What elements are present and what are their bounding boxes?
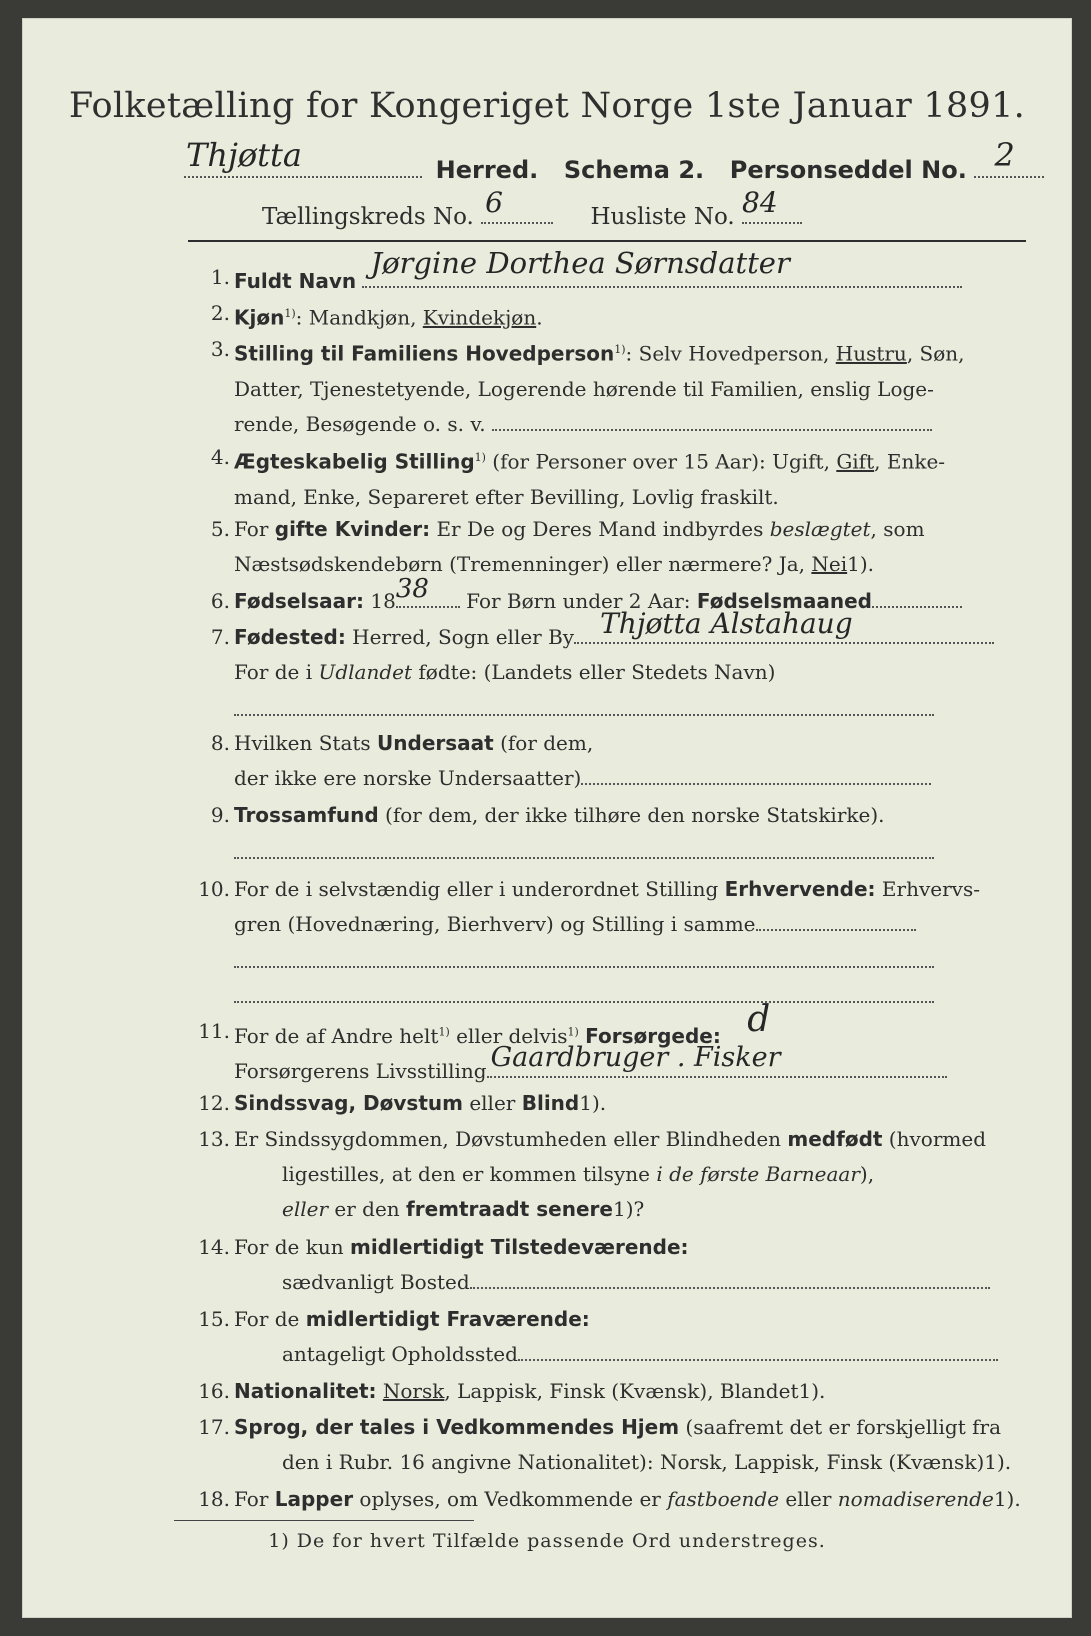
item-text: 1). <box>847 552 875 576</box>
item-number: 17. <box>198 1415 230 1439</box>
item-label: midlertidigt Tilstedeværende: <box>349 1235 689 1259</box>
item-number: 15. <box>198 1307 230 1331</box>
schema-label: Schema 2. <box>563 156 705 184</box>
item-label: Ægteskabelig Stilling <box>234 449 475 474</box>
item-number: 5. <box>210 517 230 541</box>
item-text: oplyses, om Vedkommende er <box>353 1487 668 1511</box>
item-text: 18 <box>364 589 396 613</box>
item-text: 1). <box>579 1091 607 1115</box>
item-number: 18. <box>198 1487 230 1511</box>
birth-year-field[interactable] <box>395 574 460 608</box>
item-text: Erhvervs- <box>875 877 980 901</box>
kreds-field[interactable] <box>481 186 553 224</box>
item-text: eller <box>462 1091 522 1115</box>
item-text: For de i selvstændig eller i underordnet Stilling <box>234 877 725 901</box>
citizenship-field[interactable] <box>581 763 931 785</box>
header-herred-row <box>184 136 1044 184</box>
item-text: For de af Andre helt <box>234 1024 439 1048</box>
item-label: medfødt <box>787 1127 883 1151</box>
item-text: For de <box>234 1307 306 1331</box>
item-text: 1). <box>984 1450 1012 1474</box>
item-text: Er De og Deres Mand indbyrdes <box>430 517 770 541</box>
item-number: 3. <box>210 337 230 361</box>
item-label: Lapper <box>274 1487 354 1511</box>
footnote-ref: 1) <box>284 307 296 320</box>
option-norsk[interactable]: Norsk <box>382 1379 445 1403</box>
item-text: Hvilken Stats <box>234 731 378 755</box>
item-text: (for dem, der ikke tilhøre den norske Statskirke). <box>378 803 885 827</box>
item-label: Sprog, der tales i Vedkommendes Hjem <box>234 1415 680 1439</box>
footnote-ref: 1) <box>614 343 626 356</box>
item-number: 2. <box>210 301 230 325</box>
personseddel-label: Personseddel No. <box>729 156 967 184</box>
item-text: mand, Enke, Separeret efter Bevilling, Lovlig fraskilt. <box>234 484 779 509</box>
footnote-ref: 1) <box>567 1025 579 1039</box>
birthplace-field[interactable] <box>574 607 994 644</box>
personseddel-value: 2 <box>994 136 1015 174</box>
item-label: Fødselsaar: <box>234 589 364 613</box>
item-text: Herred, Sogn eller By <box>345 625 575 649</box>
item-text: sædvanligt Bosted <box>282 1270 470 1294</box>
item-label: gifte Kvinder: <box>274 517 431 541</box>
occupation-field-3[interactable] <box>234 985 934 1003</box>
item-text: For <box>234 1487 275 1511</box>
item-text: eller <box>779 1487 838 1511</box>
census-form-sheet: Folketælling for Kongeriget Norge 1ste Januar 1891. Thjøtta Herred. Schema 2. Personseddel No. 2 Tællingskreds No. 6 Husliste No. 84 1. Fuldt Navn Jørgine Dorthea Sørnsdatter 2. Kjøn$^{1)}$: Mandkjøn, Kvindekjøn. 3. Stilling til Familiens Hovedperson$^{1)}$: Selv Hovedperson, Hustru, Søn, Datter, Tjenestetyende, Logerende hørende til Familien, enslig Loge- rende, Besøgende o. s. v. 4. Ægteskabelig Stilling$^{1)}$ (for Personer over 15 Aar): Ugift, Gift, Enke- mand, Enke, Separeret efter Bevilling, Lovlig fraskilt. 5. For gifte Kvinder: Er De og Deres Mand indbyrdes beslægtet, som Næstsødskendebørn (Tremenninger) eller nærmere? Ja, Nei1). 6. Fødselsaar: 18 38 For Børn under 2 Aar: Fødselsmaaned 7. Fødested: Herred, Sogn eller By Thjøtta Alstahaug For de i Udlandet fødte: (Landets eller Stedets Navn) 8. Hvilken Stats Undersaat (for dem, der ikke ere norske Undersaatter) 9. Trossamfund (for dem, der ikke tilhøre den norske Statskirke). 10. For de i selvstændig eller i underordnet Stilling Erhvervende: Erhvervs- gren (Hovednæring, Bierhverv) og Stilling i samme 11. For de af Andre helt$^{1)}$ eller delvis$^{1)}$ Forsørgede: d Forsørgerens Livsstilling Gaardbruger . Fisker 12. Sindssvag, Døvstum eller Blind1). 13. Er Sindssygdommen, Døvstumheden eller Blindheden medfødt (hvormed ligestilles, at den er kommen tilsyne i de første Barneaar), eller er den fremtraadt senere1)? 14. For de kun midlertidigt Tilstedeværende: sædvanligt Bosted 15. For de midlertidigt Fraværende: antageligt Opholdssted 16. Nationalitet: Norsk, Lappisk, Finsk (Kvænsk), Blandet1). 17. Sprog, der tales i Vedkommendes Hjem (saafremt det er forskjelligt fra den i Rubr. 16 angivne Nationalitet): Norsk, Lappisk, Finsk (Kvænsk)1). 18. For Lapper oplyses, om Vedkommende er fastboende eller nomadiserende1). 1) De for hvert Tilfælde passende Ord understreges. <box>22 18 1072 1618</box>
item-text: eller delvis <box>449 1024 568 1048</box>
item-label: Sindssvag, Døvstum <box>234 1091 463 1115</box>
item-label: Undersaat <box>377 731 494 755</box>
item-text: beslægtet <box>769 517 871 541</box>
item-text: ), <box>859 1162 875 1186</box>
item-text: Forsørgerens Livsstilling <box>234 1059 487 1083</box>
item-number: 4. <box>210 445 230 469</box>
item-number: 6. <box>210 589 230 613</box>
personseddel-field[interactable] <box>974 136 1044 178</box>
occupation-field-2[interactable] <box>234 942 934 968</box>
header-kreds-row <box>262 186 802 230</box>
item-text: (for dem, <box>493 731 594 755</box>
item-label: Fødested: <box>234 625 346 649</box>
option-nei[interactable]: Nei <box>811 552 848 576</box>
form-title: Folketælling for Kongeriget Norge 1ste Januar 1891. <box>68 86 1026 126</box>
kreds-value: 6 <box>485 186 503 219</box>
item-text: ligestilles, at den er kommen tilsyne <box>282 1162 657 1186</box>
item-number: 10. <box>198 877 230 901</box>
item-number: 1. <box>210 265 230 289</box>
item-text: 1). <box>993 1487 1021 1511</box>
footnote-divider <box>174 1520 474 1521</box>
item-label: Kjøn <box>234 305 285 330</box>
husliste-value: 84 <box>742 186 778 219</box>
item-text: den i Rubr. 16 angivne Nationalitet): Norsk, Lappisk, Finsk (Kvænsk) <box>282 1450 985 1474</box>
provider-occupation-field[interactable] <box>487 1042 947 1078</box>
option-hustru[interactable]: Hustru <box>835 341 907 366</box>
herred-value: Thjøtta <box>186 136 302 174</box>
footnote-ref: 1) <box>474 451 486 464</box>
item-number: 13. <box>198 1127 230 1151</box>
header-divider <box>188 240 1026 242</box>
item-label: Nationalitet: <box>234 1379 377 1403</box>
item-text: gren (Hovednæring, Bierhverv) og Stilling i samme <box>234 912 756 936</box>
item-text: Udlandet <box>318 660 413 684</box>
item-label: Fuldt Navn <box>234 269 357 293</box>
item-number: 11. <box>198 1019 230 1043</box>
full-name-field[interactable] <box>362 246 962 288</box>
supported-mark: d <box>747 999 771 1040</box>
item-text: er den <box>328 1197 407 1221</box>
item-text: (saafremt det er forskjelligt fra <box>679 1415 1001 1439</box>
foreign-birthplace-field[interactable] <box>234 690 934 716</box>
relation-field[interactable] <box>492 409 932 431</box>
item-text: nomadiserende <box>837 1487 994 1511</box>
item-text: fødte: (Landets eller Stedets Navn) <box>412 660 776 684</box>
item-text: der ikke ere norske Undersaatter) <box>234 766 582 790</box>
item-text: rende, Besøgende o. s. v. <box>234 411 486 436</box>
item-text: , som <box>870 517 925 541</box>
birthplace-value: Thjøtta Alstahaug <box>600 607 853 640</box>
herred-label: Herred. <box>435 156 539 184</box>
item-label: Blind <box>521 1091 580 1115</box>
item-text: 1). <box>798 1379 826 1403</box>
husliste-label: Husliste No. <box>590 204 735 230</box>
item-text: For de i <box>234 660 319 684</box>
kreds-label: Tællingskreds No. <box>262 204 474 230</box>
item-text: For Børn under 2 Aar: <box>459 589 697 613</box>
item-label: Trossamfund <box>234 803 379 827</box>
item-text: For de kun <box>234 1235 350 1259</box>
item-text: Er Sindssygdommen, Døvstumheden eller Blindheden <box>234 1127 788 1151</box>
birth-year-value: 38 <box>395 574 429 604</box>
item-text: antageligt Opholdssted <box>282 1342 518 1366</box>
item-label: Erhvervende: <box>724 877 876 901</box>
husliste-field[interactable] <box>742 186 802 224</box>
item-number: 8. <box>210 731 230 755</box>
usual-residence-field[interactable] <box>470 1267 990 1289</box>
item-text: i de første Barneaar <box>656 1162 860 1186</box>
religion-field[interactable] <box>234 833 934 859</box>
item-text: , Søn, <box>906 341 965 366</box>
option-mandkjon[interactable]: Mandkjøn <box>308 305 411 330</box>
item-text: 1)? <box>612 1197 645 1221</box>
birth-month-field[interactable] <box>872 586 962 608</box>
occupation-field[interactable] <box>756 909 916 931</box>
provider-occupation-value: Gaardbruger . Fisker <box>490 1042 781 1073</box>
item-text: For <box>234 517 275 541</box>
item-label: Fødselsmaaned <box>696 589 872 613</box>
item-label: Stilling til Familiens Hovedperson <box>234 341 615 366</box>
footnote: 1) De for hvert Tilfælde passende Ord understreges. <box>268 1530 826 1552</box>
herred-field[interactable] <box>184 136 422 178</box>
item-number: 9. <box>210 803 230 827</box>
item-label: fremtraadt senere <box>406 1197 613 1221</box>
item-text: (hvormed <box>882 1127 986 1151</box>
option-kvindekjon[interactable]: Kvindekjøn <box>422 305 537 330</box>
item-text: (for Personer over 15 Aar): Ugift, <box>485 449 837 474</box>
item-label: Forsørgede: <box>585 1024 721 1048</box>
item-text: , Lappisk, Finsk (Kvænsk), Blandet <box>444 1379 799 1403</box>
item-number: 12. <box>198 1091 230 1115</box>
item-text: fastboende <box>667 1487 780 1511</box>
item-text: eller <box>282 1197 329 1221</box>
item-text: Datter, Tjenestetyende, Logerende hørende til Familien, enslig Loge- <box>234 376 934 401</box>
item-number: 14. <box>198 1235 230 1259</box>
item-text: : Selv Hovedperson, <box>625 341 836 366</box>
item-number: 16. <box>198 1379 230 1403</box>
temporary-location-field[interactable] <box>518 1339 998 1361</box>
item-number: 7. <box>210 625 230 649</box>
footnote-ref: 1) <box>438 1025 450 1039</box>
item-text: , Enke- <box>874 449 946 474</box>
item-text: Næstsødskendebørn (Tremenninger) eller nærmere? Ja, <box>234 552 812 576</box>
item-label: midlertidigt Fraværende: <box>305 1307 590 1331</box>
option-gift[interactable]: Gift <box>836 449 875 474</box>
full-name-value: Jørgine Dorthea Sørnsdatter <box>370 246 790 280</box>
